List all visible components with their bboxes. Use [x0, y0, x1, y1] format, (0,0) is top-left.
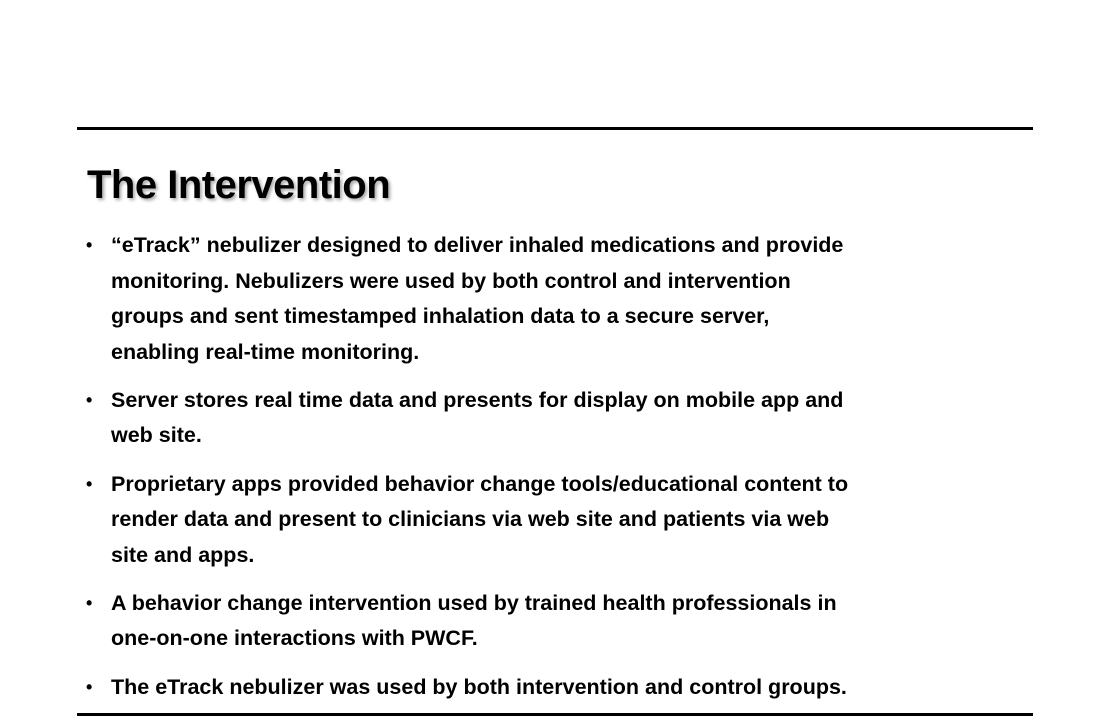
bottom-divider: [77, 713, 1033, 716]
top-divider: [77, 127, 1033, 130]
bullet-text-line: The eTrack nebulizer was used by both intervention and control groups.: [111, 674, 847, 699]
bullet-text-line: Server stores real time data and presents for display on mobile app and: [111, 387, 844, 412]
bullet-text-line: Proprietary apps provided behavior change tools/educational content to: [111, 471, 849, 496]
bullet-icon: •: [86, 389, 93, 410]
bullet-text-line: “eTrack” nebulizer designed to deliver inhaled medications and provide: [111, 233, 844, 257]
bullet-text-line: monitoring. Nebulizers were used by both control and intervention: [111, 268, 791, 293]
bullet-item: [86, 383, 1026, 454]
bullet-icon: •: [86, 235, 93, 255]
bullet-text-line: A behavior change intervention used by trained health professionals in: [111, 590, 837, 615]
bullet-list: [86, 228, 1026, 718]
bullet-icon: •: [86, 676, 93, 697]
bullet-icon: •: [86, 473, 93, 494]
bullet-text-line: render data and present to clinicians via web site and patients via web: [111, 507, 830, 532]
bullet-item: [86, 586, 1026, 657]
bullet-item: [86, 467, 1026, 574]
bullet-text-line: enabling real-time monitoring.: [111, 339, 420, 364]
bullet-text-line: site and apps.: [111, 542, 255, 567]
bullet-text-line: groups and sent timestamped inhalation data to a secure server,: [111, 304, 770, 329]
bullet-item: [86, 228, 1026, 370]
bullet-icon: •: [86, 592, 93, 613]
bullet-text-line: web site.: [111, 423, 202, 448]
slide-title: The Intervention: [87, 163, 391, 207]
bullet-text-line: one-on-one interactions with PWCF.: [111, 626, 478, 651]
bullet-item: [86, 670, 1026, 706]
